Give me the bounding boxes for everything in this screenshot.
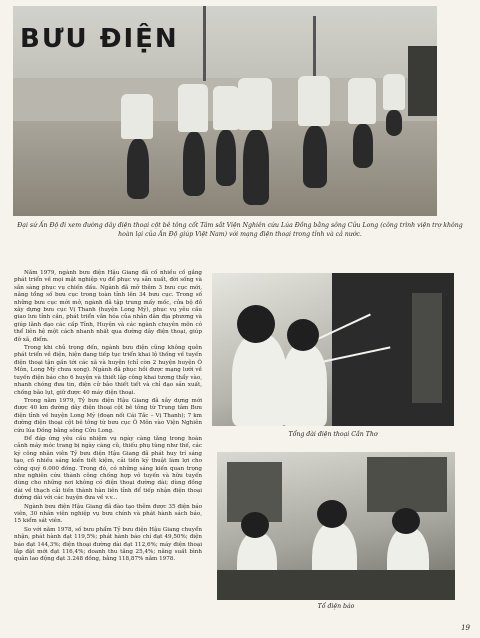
person-legs [183, 132, 205, 196]
person [238, 78, 272, 130]
person [383, 74, 405, 110]
hut [408, 46, 437, 116]
desk [217, 570, 455, 600]
operator-hair [392, 508, 420, 534]
switchboard-photo [212, 273, 454, 426]
paragraph: Năm 1979, ngành bưu điện Hậu Giang đã cố nhiều cố gắng phát triển về mọi mặt nghiệp vụ để phục vụ sản xuất, đời sống và sẵn sàng phục vụ chiến đấu. Ngành đã mở thêm 3 bưu cục mới, nâng tổng số bưu cục trong toàn tỉnh lên 34 bưu cục. Trong số những bưu cục mới mở, ngành đã tập trung mấy mốc, cửa bộ đồ xây dựng bưu cục Vị Thanh (huyện Long Mỹ), phục vụ yêu cầu giao lưu tỉnh cần, phát triển văn hóa của nhân dân địa phương và giúp lãnh đạo các cấp Tỉnh, Huyện và các ngành chuyên môn có thể liên hệ một cách nhanh nhất qua đường dây điện thoại, giúp đỡ xã, điểm. [14, 270, 202, 343]
switchboard-caption: Tổng đài điện thoại Cần Thơ [288, 431, 378, 438]
person-legs [127, 139, 149, 199]
paragraph: Để đáp ứng yêu cầu nhiệm vụ ngày càng tăng trong hoàn cảnh máy móc trang bị ngày càng cũ, thiếu phụ tùng như thế, các kỹ công nhân viên Tỷ bưu điện Hậu Giang đã phát huy trí sáng tạo, cố nhiều sáng kiến tiết kiệm, cải tiến kỹ thuật làm lợi cho công quỹ 6.000 đồng. Trong đó, có những sáng kiến quan trọng như nghiên cứu thành công chống hợp vô tuyến và hữu tuyến dùng cho những nơi không có điện thoại đường dài; dùng đồng dài về thạch cải tiến thành hàn liên tỉnh để tiếp nhận điện thoại đường dài với các huyện đưa về v.v... [14, 435, 202, 502]
person-legs [216, 130, 236, 186]
utility-pole [203, 6, 206, 81]
top-photo-caption: Đại sứ Ấn Độ đi xem đường dây điện thoại cột bê tông cốt Tâm sắt Viện Nghiên cứu Lúa Đồng bằng sông Cửu Long (công trình viện trợ không hoàn lại của Ấn Độ giúp Việt Nam) với mạng điện thoại trong tỉnh và cả nước. [17, 222, 463, 238]
telegraph-photo [217, 452, 455, 600]
person-legs [386, 110, 402, 136]
person-legs [303, 126, 327, 188]
person-legs [353, 124, 373, 168]
operator-hair [237, 305, 275, 343]
operator [232, 333, 287, 426]
person [121, 94, 153, 139]
page-number: 19 [461, 624, 470, 632]
paragraph: Trong khi chủ trọng đến, ngành bưu điện cũng không quên phát triển về điện, hiện đang tiếp tục triển khai lộ thống về tuyến điện thoại tận gần tới các xã và huyện (chỉ còn 2 huyện huyện Ô Môn, Long Mỹ chưa xong). Ngành đã phục hồi được mạng lưới về tuyến điện báo cho 6 huyện và thiết lập công khai tương thẩy vào, nhanh chóng đưa tin, điện cử bảo thiết tiết và chỉ đạo sản xuất, chống bão lụt, giữ được 40 máy điện thoại. [14, 345, 202, 396]
switchboard-section [412, 293, 442, 403]
operator-hair [287, 319, 319, 351]
paragraph: Ngành bưu điện Hậu Giang đã đào tạo thêm được 35 điện báo viên, 30 nhân viên nghiệp vụ bưu chính và phát hành sách báo, 15 kiểm sát viên. [14, 503, 202, 525]
person [348, 78, 376, 124]
person [213, 86, 239, 130]
person-legs [243, 130, 269, 205]
telegraph-caption: Tổ điện báo [317, 603, 355, 610]
utility-pole [313, 16, 316, 78]
article-body [14, 270, 202, 565]
paragraph: So với năm 1978, số bưu phẩm Tỷ bưu điện Hậu Giang chuyển nhận, phát hành đạt 119,5%; phát hành báo chí đạt 49,50%; điện báo đạt 144,3%; điện thoại đường dài đạt 112,6%; máy điện thoại lắp đặt mới đạt 116,4%; doanh thu tăng 25,4%; năng suất bình quân lao động đạt 3.248 đồng, bằng 118,87% năm 1978. [14, 526, 202, 563]
window [367, 457, 447, 512]
section-title: BƯU ĐIỆN [20, 24, 179, 54]
operator-hair [241, 512, 269, 538]
person [298, 76, 330, 126]
operator-hair [317, 500, 347, 528]
operator [282, 343, 327, 426]
person [178, 84, 208, 132]
paragraph: Trong năm 1979, Tỷ bưu điện Hậu Giang đã xây dựng mới được 40 km đường dây điện thoại cột bê tông từ Trung tâm Bưu điện tỉnh về huyện Long Mỹ (đoạn nối Cái Tắc – Vị Thanh); 7 km đường điện thoại cột bê tông từ bưu cục Ô Môn vào Viện Nghiên cứu lúa Đồng bằng sông Cửu Long. [14, 397, 202, 434]
